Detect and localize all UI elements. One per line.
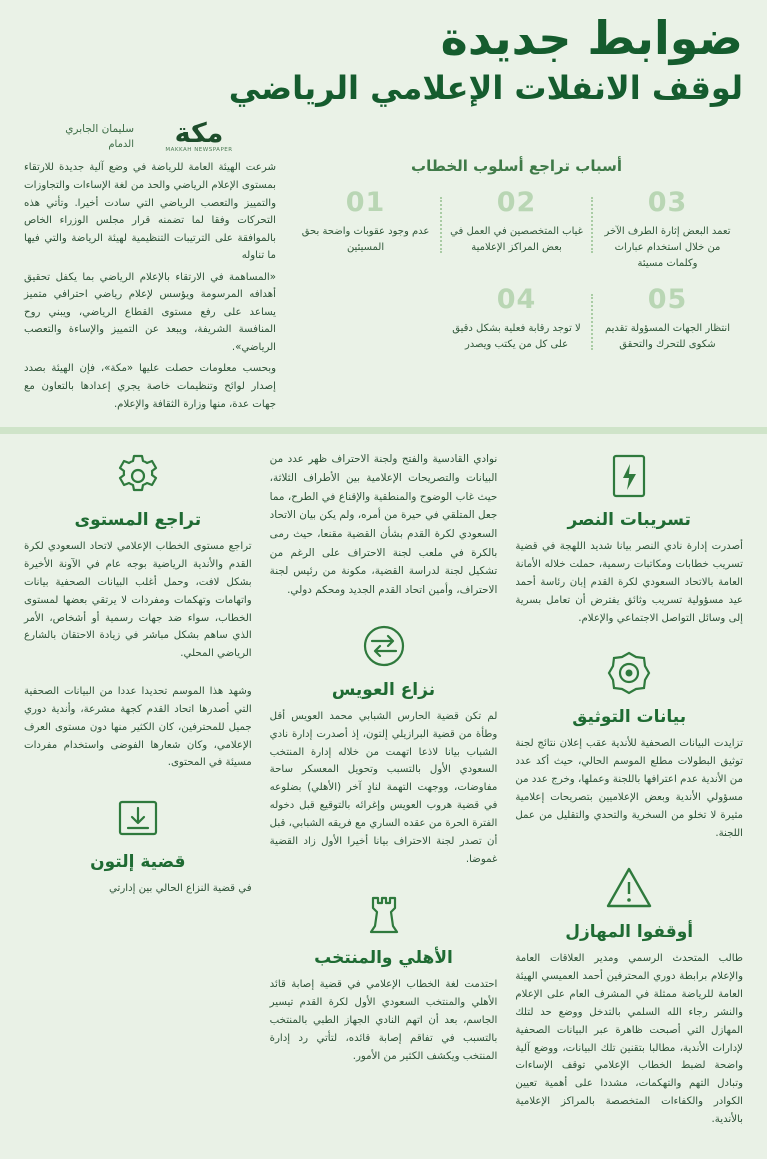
article-title: قضية إلتون [90, 852, 186, 873]
logo-wordmark: مكة [174, 118, 224, 150]
intro-paragraph-2: «المساهمة في الارتقاء بالإعلام الرياضي بما يكفل تحقيق أهدافه المرسومة ويؤسس لإعلام رياضي احترافي متميز يساعد على رفع مستوى القطاع الرياضي، ويبني روح المنافسة الشريفة، ويبعد عن التمييز والإساءة والتعصب الرياضي». [24, 271, 276, 353]
page-title: ضوابط جديدة [440, 11, 743, 65]
article-body: طالب المتحدث الرسمي ومدير العلاقات العامة والإعلام برابطة دوري المحترفين أحمد العميسي الهيئة العامة للرياضة ممثلة في المشرف العام على الإعلام والنشر رجاء الله السلمي بالتدخل ووضع حد لتلك المهازل التي أصبحت ظاهرة عبر البيانات الصحفية لإدارات الأندية، مطالبا بتقنين تلك البيانات، ووضع آلية واضحة لضبط الخطاب الإعلامي توقف الإساءات وتبادل التهم والتهكمات، مشددا على أهمية تعيين الكوادر والكفاءات المتخصصة بالمراكز الإعلامية بالأندية. [515, 953, 743, 1125]
article-elton-case [24, 792, 252, 898]
article-body: نوادي القادسية والفتح ولجنة الاحتراف ظهر عدد من البيانات والتصريحات الإعلامية بين الأطراف الثلاثة، حيث غاب الوضوح والمنطقية والإقناع في الطرح، مما جعل المتلقي في حيرة من أمره، ولم يكن بيان الاتحاد السعودي لكرة القدم بشأن القضية مقنعا، حيث رمى بالكرة في ملعب لجنة الاحتراف على الرغم من تشكيل لجنة لدراسة القضية، مكونة من رئيس لجنة الاحتراف، وأمين اتحاد القدم الجديد ومحكم دولي. [269, 453, 498, 597]
article-body: احتدمت لغة الخطاب الإعلامي في قضية إصابة قائد الأهلي والمنتخب السعودي الأول لكرة القدم تيسير الجاسم، بعد أن اتهم النادي الجهاز الطبي بالمنتخب بالتسبب في تفاقم إصابة قائده، لتأتي رد إدارة المنتخب ويكشف الكثير من الأمور. [269, 979, 498, 1062]
article-level-decline-cont [24, 683, 252, 772]
dateline-city: الدمام [108, 139, 134, 151]
byline [24, 122, 134, 153]
article-body: تزايدت البيانات الصحفية للأندية عقب إعلان نتائج لجنة توثيق البطولات مطلع الموسم الحالي، حيث أكد عدد من الأندية عدم اعترافها باللجنة وعملها، وخرج عدد من مسؤولي الأندية وبعض الإعلاميين بتصريحات إعلامية مثيرة لا تخلو من السخرية والتحدي والتقليل من عمل اللجنة. [515, 738, 743, 839]
reason-number: 02 [496, 187, 537, 219]
article-title: تسريبات النصر [567, 510, 691, 531]
reason-item [290, 189, 441, 286]
article-title: بيانات التوثيق [572, 707, 687, 728]
article-body: لم تكن قضية الحارس الشبابي محمد العويس أقل وطأة من قضية البرازيلي إلتون، إذ أصدرت إدارة نادي الشباب بيانا لاذعا اتهمت من خلاله إدارة المنتخب السعودي الأول بالتسبب وتحويل المعسكر ساحة مفاوضات، ووجهت التهمة لنادٍ آخر (الأهلي) بضلوعه في قضية هروب العويس وإغرائه بالتوقيع قبل دخوله الفترة الحرة من عقده الساري مع فريقه الشبابي، قبل أن تصدر لجنة الاحتراف بيانا أخيرا الأول زاد القضية غموضا. [269, 710, 498, 865]
reason-text: انتظار الجهات المسؤولة تقديم شكوى للتحرك والتحقق [604, 323, 730, 351]
article-title: نزاع العويس [331, 679, 436, 700]
intro-paragraph-1: شرعت الهيئة العامة للرياضة في وضع آلية جديدة للارتقاء بمستوى الإعلام الرياضي والحد من لغة الإساءات والتجاوزات والتمييز والتعصب الرياضي التي سادت أخيرا. وتأتي هذه التحركات وفقا لما تضمنه قرار مجلس الوزراء الخاص بالموافقة على الترتيبات التنظيمية لهيئة الرياضة والتي فيها ما تناوله [24, 162, 276, 262]
intro-column [24, 153, 276, 417]
article-alowais-dispute [270, 620, 498, 869]
article-leaks [515, 450, 743, 627]
intro-paragraph-3: وبحسب معلومات حصلت عليها «مكة»، فإن الهيئة بصدد إصدار لوائح وتنظيمات خاصة يجري إعدادها بالتعاون مع جهات عدة، منها وزارة الثقافة والإعلام. [24, 363, 276, 410]
reason-item [441, 189, 592, 286]
reason-text: تعمد البعض إثارة الطرف الآخر من خلال استخدام عبارات وكلمات مسيئة [604, 226, 731, 270]
reason-item [441, 286, 592, 367]
article-level-decline [24, 450, 252, 663]
reason-text: غياب المتخصصين في العمل في بعض المراكز الإعلامية [450, 226, 583, 254]
article-ahli-national-team [270, 888, 498, 1065]
articles-column-right [24, 450, 252, 1149]
reason-text: لا توجد رقابة فعلية بشكل دقيق على كل من يكتب ويصدر [452, 323, 581, 351]
download-box-icon [24, 792, 252, 844]
reason-item [592, 286, 743, 367]
article-documentation [515, 647, 743, 842]
reason-number: 04 [496, 284, 537, 316]
articles-column-left [515, 450, 743, 1149]
reason-number: 05 [647, 284, 688, 316]
article-body: في قضية النزاع الحالي بين إدارتي [109, 883, 252, 895]
arrows-exchange-icon [270, 620, 498, 672]
byline-row [0, 110, 767, 153]
article-title: تراجع المستوى [74, 510, 202, 531]
gear-icon [24, 450, 252, 502]
reasons-grid-row-1 [290, 189, 743, 286]
reason-number: 03 [647, 187, 688, 219]
reasons-column [290, 153, 743, 367]
articles-section [0, 434, 767, 1159]
top-body [0, 153, 767, 425]
article-stop-farces [515, 862, 743, 1128]
reason-number: 01 [345, 187, 386, 219]
page-header [0, 0, 767, 110]
target-gear-icon [515, 647, 743, 699]
logo-subtext: MAKKAH NEWSPAPER [165, 147, 233, 154]
chess-rook-icon [270, 888, 498, 940]
masthead-logo [144, 120, 254, 153]
reason-item [592, 189, 743, 286]
reasons-grid-row-2 [290, 286, 743, 367]
article-continuation-elton [270, 450, 498, 600]
lightning-doc-icon [515, 450, 743, 502]
page-subtitle: لوقف الانفلات الإعلامي الرياضي [228, 68, 743, 107]
section-divider [0, 427, 767, 434]
article-title: أوقفوا المهازل [565, 922, 694, 943]
article-body: تراجع مستوى الخطاب الإعلامي لاتحاد السعودي لكرة القدم والأندية الرياضية بوجه عام في الآونة الأخيرة بشكل لافت، وحمل أغلب البيانات الصحفية بيانات واتهامات وتهكمات ومفردات لا يرتقي بعضها لمستوى الخطاب، سواء ضد جهات رسمية أو أشخاص، الأمر الذي ساهم بشكل مباشر في زيادة الاحتقان بالشارع الرياضي المحلي. [23, 541, 252, 660]
warning-icon [515, 862, 743, 914]
author-name: سليمان الجابري [65, 122, 134, 135]
reason-text: عدم وجود عقوبات واضحة بحق المسيئين [301, 226, 430, 254]
article-body: وشهد هذا الموسم تحديدا عددا من البيانات الصحفية التي أصدرها اتحاد القدم كجهة مشرعة، وأندية دوري جميل للمحترفين، كان الكثير منها دون مستوى العرف الإعلامي، وكان شعارها الفوضى واستخدام مفردات مسيئة في المحتوى. [23, 686, 252, 769]
article-body: أصدرت إدارة نادي النصر بيانا شديد اللهجة في قضية تسريب خطابات ومكاتبات رسمية، حملت خلاله الأمانة العامة بالاتحاد السعودي لكرة القدم إبان رئاسة أحمد عيد مسؤولية تسريب وثائق يفترض أن تعامل بسرية إلى وسائل التواصل الاجتماعي والإعلام. [515, 541, 743, 624]
reasons-heading: أسباب تراجع أسلوب الخطاب [411, 157, 622, 176]
article-title: الأهلي والمنتخب [314, 948, 453, 969]
articles-column-middle [270, 450, 498, 1149]
